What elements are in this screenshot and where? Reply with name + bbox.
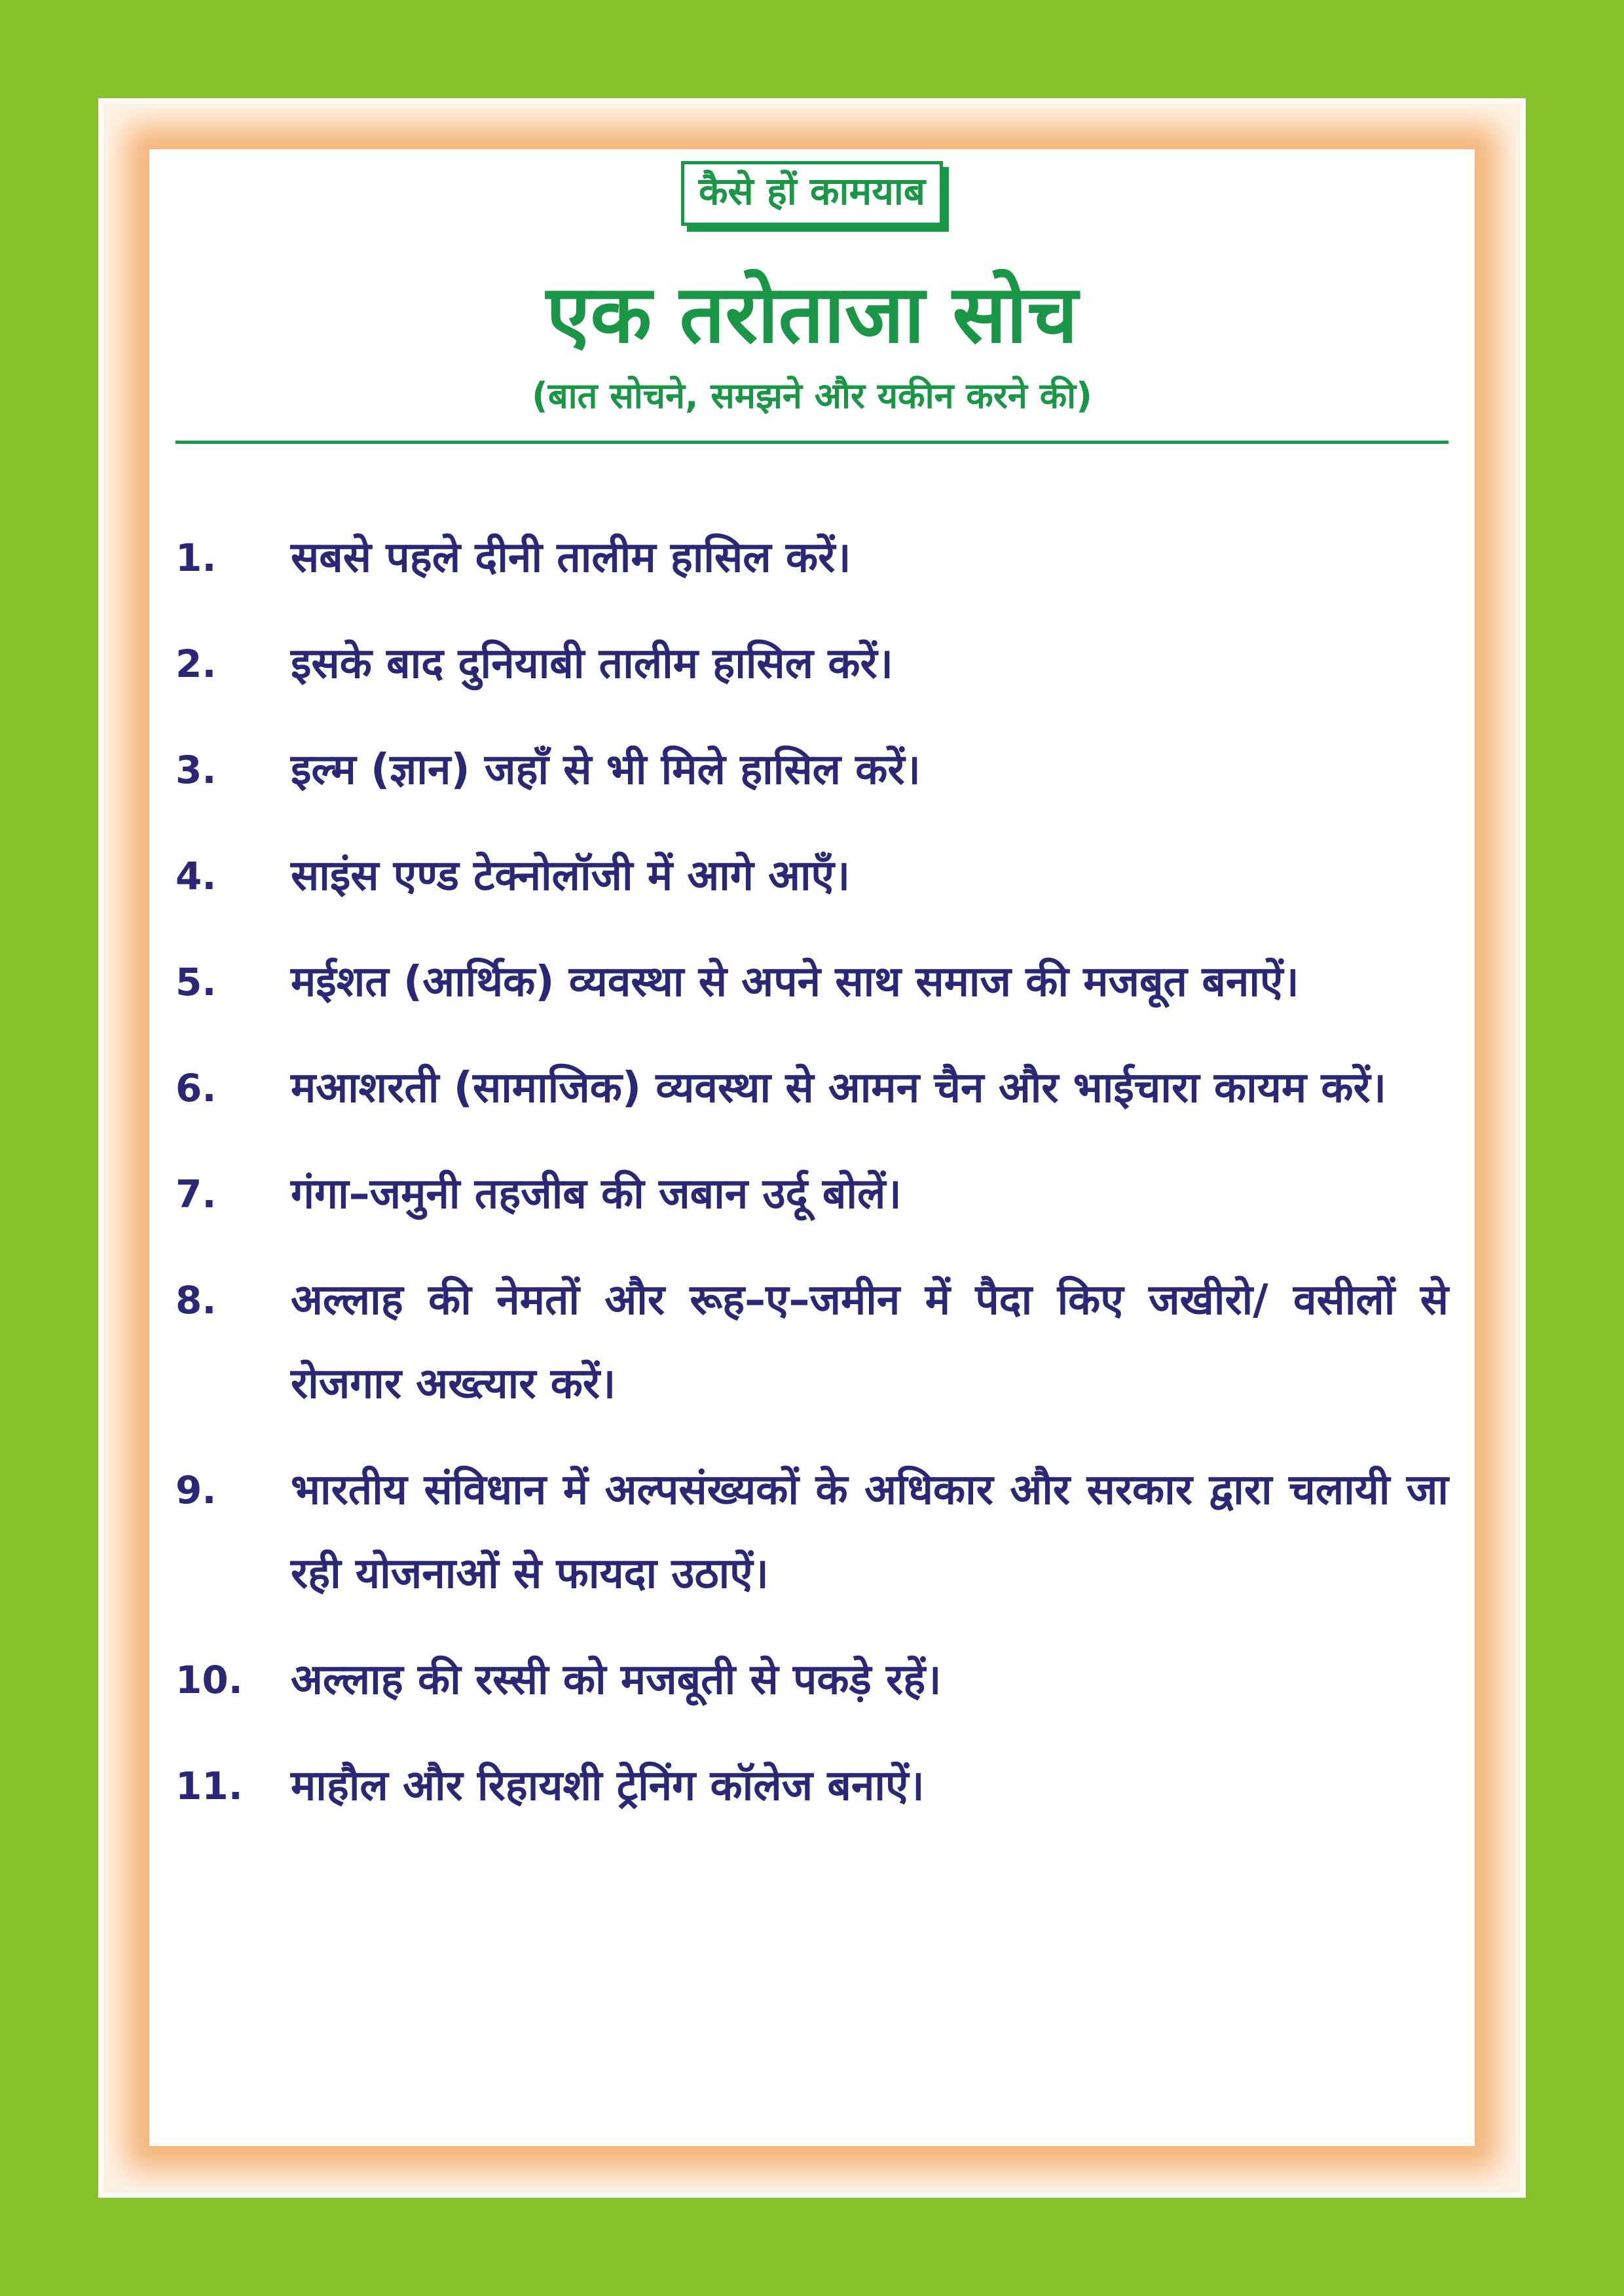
list-item-text: माहौल और रिहायशी ट्रेनिंग कॉलेज बनाऐं। <box>291 1762 925 1810</box>
list-item <box>175 1258 1449 1426</box>
list-item-number: 6. <box>175 1066 217 1110</box>
list-item-text: सबसे पहले दीनी तालीम हासिल करें। <box>291 534 851 582</box>
list-item-number: 11. <box>175 1764 243 1808</box>
list-item <box>175 1152 1449 1236</box>
list-item <box>175 1638 1449 1722</box>
list-item <box>175 1744 1449 1828</box>
list-item-number: 10. <box>175 1658 243 1702</box>
list-item-text: अल्लाह की नेमतों और रूह–ए–जमीन में पैदा किए जखीरो/ वसीलों से रोजगार अख्त्यार करें। <box>291 1276 1449 1408</box>
list-item-number: 7. <box>175 1172 217 1216</box>
list-item-number: 4. <box>175 854 217 898</box>
poster-title: एक तरोताजा सोच <box>546 268 1078 361</box>
list-item-text: मआशरती (सामाजिक) व्यवस्था से आमन चैन और भाईचारा कायम करें। <box>291 1064 1386 1112</box>
list-item <box>175 516 1449 600</box>
list-item <box>175 622 1449 706</box>
badge-container <box>149 161 1475 226</box>
poster-panel <box>149 149 1475 2146</box>
heading-badge: कैसे हों कामयाब <box>681 161 943 226</box>
list-item <box>175 728 1449 812</box>
list-item-text: अल्लाह की रस्सी को मजबूती से पकड़े रहें। <box>291 1656 942 1704</box>
list-item-number: 1. <box>175 536 217 580</box>
list-item-text: गंगा–जमुनी तहजीब की जबान उर्दू बोलें। <box>291 1170 902 1218</box>
list-item-number: 5. <box>175 960 217 1004</box>
list-item-text: मईशत (आर्थिक) व्यवस्था से अपने साथ समाज की मजबूत बनाऐं। <box>291 958 1299 1006</box>
list-item <box>175 940 1449 1024</box>
list-item <box>175 1448 1449 1616</box>
list-item-text: इसके बाद दुनियाबी तालीम हासिल करें। <box>291 640 893 688</box>
list-item-number: 2. <box>175 642 217 686</box>
poster-subtitle: (बात सोचने, समझने और यकीन करने की) <box>532 375 1092 416</box>
list-item-text: साइंस एण्ड टेक्नोलॉजी में आगे आएँ। <box>291 852 851 900</box>
list-item-text: भारतीय संविधान में अल्पसंख्यकों के अधिकार और सरकार द्वारा चलायी जा रही योजनाओं से फायदा उठाऐं। <box>291 1466 1449 1598</box>
list-item-text: इल्म (ज्ञान) जहाँ से भी मिले हासिल करें। <box>291 746 921 794</box>
points-list <box>175 516 1449 1828</box>
list-item <box>175 1046 1449 1130</box>
list-item <box>175 834 1449 918</box>
title-divider <box>175 441 1449 444</box>
list-item-number: 8. <box>175 1278 217 1322</box>
list-item-number: 9. <box>175 1468 217 1512</box>
list-item-number: 3. <box>175 748 217 792</box>
